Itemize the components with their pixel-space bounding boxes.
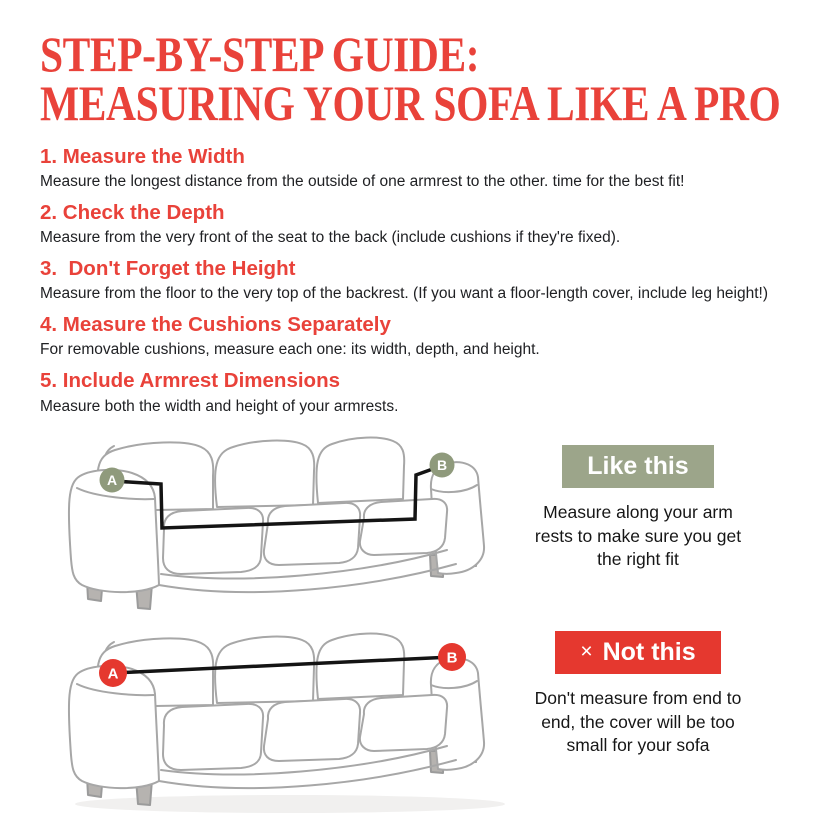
marker-a-bad-label: A	[107, 665, 119, 683]
marker-b-bad-label: B	[446, 649, 458, 667]
step-2-heading: 2. Check the Depth	[40, 201, 225, 225]
step-2-body: Measure from the very front of the seat to the back (include cushions if they're fixed).	[40, 229, 621, 247]
step-3-heading: 3. Don't Forget the Height	[40, 257, 296, 281]
marker-a-good	[100, 468, 125, 493]
page-title	[40, 26, 781, 131]
step-3	[40, 258, 783, 303]
step-1	[40, 146, 783, 191]
step-5-heading: 5. Include Armrest Dimensions	[40, 369, 340, 393]
step-1-body: Measure the longest distance from the outside of one armrest to the other. time for the best fit!	[40, 173, 685, 191]
not-this-badge-label: Not this	[602, 638, 696, 667]
bad-example-row	[40, 623, 783, 823]
marker-b-good-label: B	[436, 457, 448, 474]
sofa-diagram-correct	[40, 427, 532, 623]
marker-a-good-label: A	[106, 472, 118, 489]
step-5	[40, 370, 783, 415]
step-3-body: Measure from the floor to the very top of the backrest. (If you want a floor-length cover, include leg height!)	[40, 285, 769, 303]
steps-list	[40, 146, 783, 415]
marker-b-bad	[438, 643, 466, 671]
sofa-illustration-bad-icon	[40, 623, 520, 823]
good-example-caption: Measure along your arm rests to make sure you get the right fit	[534, 502, 742, 569]
good-example-row	[40, 427, 783, 623]
step-2	[40, 202, 783, 247]
sofa-diagram-incorrect	[40, 623, 532, 823]
bad-example-caption: Don't measure from end to end, the cover will be too small for your sofa	[534, 688, 742, 755]
step-4-body: For removable cushions, measure each one: its width, depth, and height.	[40, 341, 540, 359]
not-this-badge	[555, 631, 720, 674]
x-icon: ×	[580, 640, 593, 664]
bad-example-panel	[532, 623, 744, 756]
like-this-badge-label: Like this	[587, 452, 689, 481]
step-4-heading: 4. Measure the Cushions Separately	[40, 313, 391, 337]
title-line-1: STEP-BY-STEP GUIDE:	[40, 26, 480, 82]
marker-b-good	[430, 453, 455, 478]
sofa-illustration-good-icon	[40, 427, 520, 623]
step-4	[40, 314, 783, 359]
marker-a-bad	[99, 659, 127, 687]
good-example-panel	[532, 427, 744, 570]
step-5-body: Measure both the width and height of your armrests.	[40, 397, 399, 415]
title-line-2: MEASURING YOUR SOFA LIKE A PRO	[40, 75, 781, 131]
like-this-badge	[562, 445, 713, 488]
step-1-heading: 1. Measure the Width	[40, 145, 245, 168]
